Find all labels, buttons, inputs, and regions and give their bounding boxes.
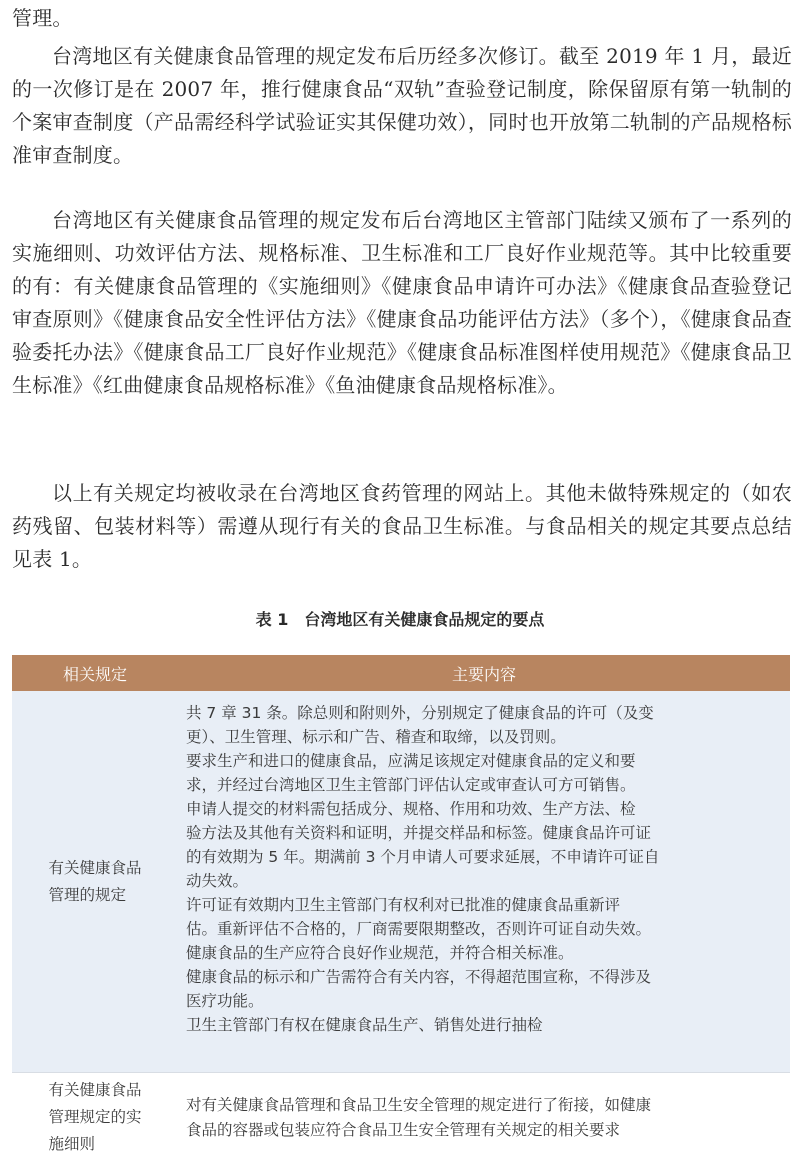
regulation-name-line: 有关健康食品 — [48, 1080, 142, 1099]
paragraph: 台湾地区有关健康食品管理的规定发布后历经多次修订。截至 2019 年 1 月，最近的一次修订是在 2007 年，推行健康食品“双轨”查验登记制度，除保留原有第一轨制的个案审查制度（产品需经科学试验证实其保健功效），同时也开放第二轨制的产品规格标准审查制度。 — [12, 44, 792, 167]
regulation-table — [12, 655, 790, 1161]
regulation-name-line: 施细则 — [48, 1134, 95, 1153]
content-line: 许可证有效期内卫生主管部门有权利对已批准的健康食品重新评 — [186, 896, 621, 914]
content-line: 申请人提交的材料需包括成分、规格、作用和功效、生产方法、检 — [186, 800, 636, 818]
column-header-regulation: 相关规定 — [62, 664, 127, 684]
regulation-name-line: 管理的规定 — [48, 885, 126, 904]
content-line: 卫生主管部门有权在健康食品生产、销售处进行抽检 — [186, 1016, 543, 1034]
content-line: 更）、卫生管理、标示和广告、稽查和取缔，以及罚则。 — [186, 728, 566, 746]
content-line: 估。重新评估不合格的，厂商需要限期整改，否则许可证自动失效。 — [186, 920, 652, 938]
content-line: 医疗功能。 — [186, 992, 264, 1010]
content-line: 动失效。 — [186, 872, 249, 890]
regulation-name-line: 管理规定的实 — [48, 1107, 142, 1126]
table-row — [12, 1073, 790, 1161]
table-header — [12, 655, 790, 691]
content-line: 共 7 章 31 条。除总则和附则外，分别规定了健康食品的许可（及变 — [186, 704, 654, 722]
content-line: 对有关健康食品管理和食品卫生安全管理的规定进行了衔接，如健康 — [186, 1096, 652, 1114]
regulation-content-cell — [178, 691, 790, 1072]
content-line: 食品的容器或包装应符合食品卫生安全管理有关规定的相关要求 — [186, 1121, 621, 1139]
regulation-name-cell — [12, 1073, 178, 1161]
content-line: 验方法及其他有关资料和证明，并提交样品和标签。健康食品许可证 — [186, 824, 652, 842]
regulation-content-cell — [178, 1073, 790, 1161]
regulation-name-line: 有关健康食品 — [48, 858, 142, 877]
content-line: 健康食品的生产应符合良好作业规范，并符合相关标准。 — [186, 944, 574, 962]
table-row — [12, 691, 790, 1072]
paragraph: 管理。 — [12, 6, 73, 30]
content-line: 健康食品的标示和广告需符合有关内容，不得超范围宣称，不得涉及 — [186, 968, 652, 986]
content-line: 要求生产和进口的健康食品，应满足该规定对健康食品的定义和要 — [186, 752, 636, 770]
paragraph: 台湾地区有关健康食品管理的规定发布后台湾地区主管部门陆续又颁布了一系列的实施细则、功效评估方法、规格标准、卫生标准和工厂良好作业规范等。其中比较重要的有：有关健康食品管理的《实施细则》《健康食品申请许可办法》《健康食品查验登记审查原则》《健康食品安全性评估方法》《健康食品功能评估方法》（多个），《健康食品查验委托办法》《健康食品工厂良好作业规范》《健康食品标准图样使用规范》《健康食品卫生标准》《红曲健康食品规格标准》《鱼油健康食品规格标准》。 — [12, 208, 792, 397]
table-caption: 表 1 台湾地区有关健康食品规定的要点 — [255, 610, 545, 629]
content-line: 的有效期为 5 年。期满前 3 个月申请人可要求延展，不申请许可证自 — [186, 848, 660, 866]
regulation-name-cell — [12, 691, 178, 1072]
content-line: 求，并经过台湾地区卫生主管部门评估认定或审查认可方可销售。 — [186, 776, 636, 794]
paragraph: 以上有关规定均被收录在台湾地区食药管理的网站上。其他未做特殊规定的（如农药残留、包装材料等）需遵从现行有关的食品卫生标准。与食品相关的规定其要点总结见表 1。 — [12, 481, 792, 571]
column-header-content: 主要内容 — [451, 664, 516, 684]
